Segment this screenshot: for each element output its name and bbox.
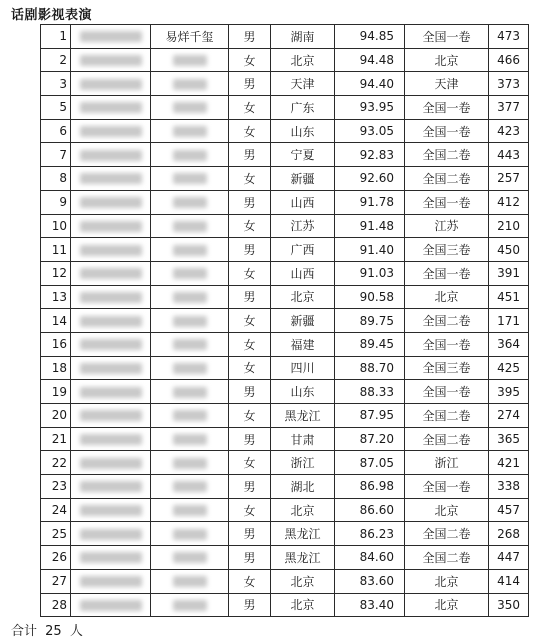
cell-number: 21	[41, 427, 71, 451]
cell-total: 365	[489, 427, 529, 451]
cell-number: 2	[41, 48, 71, 72]
cell-id-redacted	[71, 593, 151, 617]
cell-province: 山东	[271, 380, 335, 404]
redacted-id-block	[80, 197, 142, 208]
cell-total: 210	[489, 214, 529, 238]
cell-gender: 女	[229, 261, 271, 285]
cell-score: 84.60	[335, 546, 405, 570]
redacted-name-block	[173, 55, 207, 66]
cell-number: 8	[41, 167, 71, 191]
cell-number: 3	[41, 72, 71, 96]
table-row	[41, 569, 529, 593]
redacted-name-block	[173, 102, 207, 113]
cell-total: 414	[489, 569, 529, 593]
cell-id-redacted	[71, 261, 151, 285]
cell-number: 5	[41, 96, 71, 120]
cell-gender: 女	[229, 309, 271, 333]
cell-score: 89.45	[335, 332, 405, 356]
cell-id-redacted	[71, 404, 151, 428]
cell-id-redacted	[71, 475, 151, 499]
cell-paper: 全国二卷	[405, 143, 489, 167]
cell-gender: 女	[229, 356, 271, 380]
cell-gender: 男	[229, 380, 271, 404]
cell-province: 宁夏	[271, 143, 335, 167]
redacted-id-block	[80, 410, 142, 421]
cell-name-redacted	[151, 48, 229, 72]
cell-gender: 女	[229, 569, 271, 593]
table-body	[41, 25, 529, 617]
redacted-name-block	[173, 387, 207, 398]
cell-name-redacted	[151, 72, 229, 96]
redacted-name-block	[173, 197, 207, 208]
cell-name-redacted	[151, 119, 229, 143]
cell-gender: 男	[229, 72, 271, 96]
cell-province: 江苏	[271, 214, 335, 238]
redacted-id-block	[80, 458, 142, 469]
cell-province: 福建	[271, 332, 335, 356]
redacted-id-block	[80, 292, 142, 303]
redacted-name-block	[173, 268, 207, 279]
table-row	[41, 427, 529, 451]
cell-number: 20	[41, 404, 71, 428]
cell-paper: 全国一卷	[405, 96, 489, 120]
cell-province: 甘肃	[271, 427, 335, 451]
cell-total: 473	[489, 25, 529, 49]
table-row	[41, 332, 529, 356]
redacted-id-block	[80, 268, 142, 279]
cell-paper: 全国一卷	[405, 119, 489, 143]
redacted-name-block	[173, 458, 207, 469]
redacted-name-block	[173, 126, 207, 137]
cell-id-redacted	[71, 332, 151, 356]
table-row	[41, 498, 529, 522]
cell-paper: 全国一卷	[405, 261, 489, 285]
cell-id-redacted	[71, 356, 151, 380]
cell-gender: 男	[229, 593, 271, 617]
cell-gender: 女	[229, 167, 271, 191]
cell-name-redacted	[151, 546, 229, 570]
cell-name-redacted	[151, 404, 229, 428]
cell-total: 377	[489, 96, 529, 120]
cell-paper: 全国二卷	[405, 546, 489, 570]
table-row	[41, 380, 529, 404]
redacted-id-block	[80, 339, 142, 350]
cell-province: 山西	[271, 261, 335, 285]
cell-gender: 男	[229, 190, 271, 214]
cell-gender: 女	[229, 332, 271, 356]
redacted-name-block	[173, 150, 207, 161]
cell-number: 12	[41, 261, 71, 285]
cell-score: 86.60	[335, 498, 405, 522]
redacted-name-block	[173, 221, 207, 232]
cell-gender: 男	[229, 522, 271, 546]
cell-province: 新疆	[271, 309, 335, 333]
cell-name-redacted	[151, 380, 229, 404]
cell-number: 25	[41, 522, 71, 546]
cell-gender: 男	[229, 475, 271, 499]
cell-score: 91.48	[335, 214, 405, 238]
cell-name-redacted	[151, 214, 229, 238]
cell-gender: 男	[229, 238, 271, 262]
redacted-id-block	[80, 102, 142, 113]
page-title: 话剧影视表演	[11, 8, 93, 23]
cell-number: 22	[41, 451, 71, 475]
cell-score: 91.40	[335, 238, 405, 262]
table-row	[41, 546, 529, 570]
cell-province: 新疆	[271, 167, 335, 191]
cell-number: 24	[41, 498, 71, 522]
redacted-name-block	[173, 339, 207, 350]
cell-id-redacted	[71, 72, 151, 96]
cell-province: 广西	[271, 238, 335, 262]
cell-id-redacted	[71, 285, 151, 309]
table-row	[41, 593, 529, 617]
cell-paper: 江苏	[405, 214, 489, 238]
redacted-id-block	[80, 79, 142, 90]
cell-id-redacted	[71, 498, 151, 522]
redacted-id-block	[80, 552, 142, 563]
cell-score: 86.23	[335, 522, 405, 546]
cell-province: 广东	[271, 96, 335, 120]
redacted-id-block	[80, 576, 142, 587]
cell-paper: 全国一卷	[405, 332, 489, 356]
cell-total: 391	[489, 261, 529, 285]
cell-province: 黑龙江	[271, 522, 335, 546]
cell-name-redacted	[151, 451, 229, 475]
cell-number: 18	[41, 356, 71, 380]
cell-score: 88.33	[335, 380, 405, 404]
cell-total: 425	[489, 356, 529, 380]
cell-province: 黑龙江	[271, 404, 335, 428]
cell-name-redacted	[151, 569, 229, 593]
cell-name-redacted	[151, 190, 229, 214]
cell-name-redacted	[151, 261, 229, 285]
cell-name-redacted	[151, 427, 229, 451]
cell-paper: 全国二卷	[405, 427, 489, 451]
cell-score: 87.20	[335, 427, 405, 451]
cell-number: 14	[41, 309, 71, 333]
footer-unit: 人	[69, 624, 83, 639]
redacted-name-block	[173, 79, 207, 90]
cell-total: 457	[489, 498, 529, 522]
cell-province: 湖北	[271, 475, 335, 499]
redacted-id-block	[80, 173, 142, 184]
cell-paper: 北京	[405, 48, 489, 72]
cell-paper: 全国二卷	[405, 167, 489, 191]
cell-number: 28	[41, 593, 71, 617]
cell-total: 350	[489, 593, 529, 617]
cell-total: 421	[489, 451, 529, 475]
table-row	[41, 96, 529, 120]
table-row	[41, 451, 529, 475]
cell-total: 466	[489, 48, 529, 72]
cell-score: 87.05	[335, 451, 405, 475]
cell-paper: 全国一卷	[405, 190, 489, 214]
cell-gender: 女	[229, 451, 271, 475]
footer-count: 25	[45, 624, 62, 639]
cell-province: 北京	[271, 569, 335, 593]
cell-name-redacted	[151, 285, 229, 309]
cell-paper: 北京	[405, 285, 489, 309]
cell-paper: 全国三卷	[405, 356, 489, 380]
redacted-name-block	[173, 173, 207, 184]
cell-paper: 全国三卷	[405, 238, 489, 262]
cell-name-redacted	[151, 167, 229, 191]
table-row	[41, 309, 529, 333]
cell-score: 93.95	[335, 96, 405, 120]
redacted-id-block	[80, 245, 142, 256]
cell-name-redacted	[151, 498, 229, 522]
cell-total: 443	[489, 143, 529, 167]
cell-province: 北京	[271, 498, 335, 522]
cell-total: 274	[489, 404, 529, 428]
cell-score: 88.70	[335, 356, 405, 380]
cell-score: 87.95	[335, 404, 405, 428]
cell-total: 423	[489, 119, 529, 143]
cell-name-redacted	[151, 309, 229, 333]
cell-score: 91.78	[335, 190, 405, 214]
table-row	[41, 190, 529, 214]
cell-id-redacted	[71, 119, 151, 143]
cell-number: 6	[41, 119, 71, 143]
table-row	[41, 285, 529, 309]
redacted-id-block	[80, 505, 142, 516]
cell-id-redacted	[71, 214, 151, 238]
cell-name-redacted	[151, 332, 229, 356]
cell-gender: 男	[229, 143, 271, 167]
cell-total: 268	[489, 522, 529, 546]
cell-id-redacted	[71, 167, 151, 191]
cell-total: 450	[489, 238, 529, 262]
redacted-name-block	[173, 505, 207, 516]
cell-name-redacted	[151, 96, 229, 120]
redacted-id-block	[80, 31, 142, 42]
cell-number: 23	[41, 475, 71, 499]
cell-province: 湖南	[271, 25, 335, 49]
redacted-name-block	[173, 600, 207, 611]
footer-label: 合计	[11, 624, 38, 639]
cell-paper: 北京	[405, 593, 489, 617]
cell-id-redacted	[71, 25, 151, 49]
redacted-id-block	[80, 600, 142, 611]
cell-number: 1	[41, 25, 71, 49]
footer-summary	[11, 620, 87, 639]
redacted-name-block	[173, 410, 207, 421]
cell-total: 395	[489, 380, 529, 404]
cell-gender: 女	[229, 119, 271, 143]
cell-id-redacted	[71, 190, 151, 214]
cell-province: 北京	[271, 48, 335, 72]
cell-gender: 男	[229, 25, 271, 49]
redacted-name-block	[173, 481, 207, 492]
cell-id-redacted	[71, 48, 151, 72]
cell-total: 257	[489, 167, 529, 191]
cell-score: 83.40	[335, 593, 405, 617]
cell-province: 北京	[271, 593, 335, 617]
table-row	[41, 356, 529, 380]
cell-paper: 全国一卷	[405, 475, 489, 499]
redacted-name-block	[173, 292, 207, 303]
table-row	[41, 475, 529, 499]
redacted-id-block	[80, 363, 142, 374]
cell-gender: 女	[229, 48, 271, 72]
redacted-id-block	[80, 150, 142, 161]
cell-score: 92.83	[335, 143, 405, 167]
cell-score: 90.58	[335, 285, 405, 309]
redacted-name-block	[173, 434, 207, 445]
redacted-id-block	[80, 434, 142, 445]
table-row	[41, 167, 529, 191]
cell-score: 94.48	[335, 48, 405, 72]
cell-score: 91.03	[335, 261, 405, 285]
cell-gender: 男	[229, 427, 271, 451]
cell-name-redacted	[151, 593, 229, 617]
redacted-name-block	[173, 552, 207, 563]
cell-score: 93.05	[335, 119, 405, 143]
cell-number: 13	[41, 285, 71, 309]
cell-number: 11	[41, 238, 71, 262]
cell-id-redacted	[71, 143, 151, 167]
cell-name-redacted	[151, 356, 229, 380]
cell-paper: 北京	[405, 569, 489, 593]
cell-total: 447	[489, 546, 529, 570]
cell-id-redacted	[71, 569, 151, 593]
cell-gender: 女	[229, 404, 271, 428]
table-row	[41, 72, 529, 96]
cell-name-redacted	[151, 143, 229, 167]
cell-gender: 女	[229, 214, 271, 238]
table-row	[41, 143, 529, 167]
table-row	[41, 404, 529, 428]
cell-name-redacted	[151, 238, 229, 262]
cell-paper: 全国二卷	[405, 309, 489, 333]
cell-score: 94.40	[335, 72, 405, 96]
cell-paper: 浙江	[405, 451, 489, 475]
cell-province: 山东	[271, 119, 335, 143]
cell-total: 338	[489, 475, 529, 499]
table-row	[41, 522, 529, 546]
redacted-name-block	[173, 316, 207, 327]
redacted-name-block	[173, 363, 207, 374]
cell-total: 451	[489, 285, 529, 309]
cell-score: 94.85	[335, 25, 405, 49]
cell-number: 26	[41, 546, 71, 570]
redacted-id-block	[80, 221, 142, 232]
cell-total: 171	[489, 309, 529, 333]
cell-id-redacted	[71, 380, 151, 404]
cell-name-redacted	[151, 522, 229, 546]
cell-paper: 全国二卷	[405, 522, 489, 546]
cell-id-redacted	[71, 96, 151, 120]
cell-province: 山西	[271, 190, 335, 214]
redacted-name-block	[173, 245, 207, 256]
cell-score: 86.98	[335, 475, 405, 499]
table-row	[41, 25, 529, 49]
table-row	[41, 214, 529, 238]
cell-gender: 男	[229, 546, 271, 570]
cell-province: 四川	[271, 356, 335, 380]
redacted-id-block	[80, 529, 142, 540]
redacted-name-block	[173, 576, 207, 587]
cell-id-redacted	[71, 522, 151, 546]
cell-score: 89.75	[335, 309, 405, 333]
table-row	[41, 48, 529, 72]
cell-number: 16	[41, 332, 71, 356]
cell-id-redacted	[71, 546, 151, 570]
redacted-name-block	[173, 529, 207, 540]
cell-number: 9	[41, 190, 71, 214]
cell-id-redacted	[71, 427, 151, 451]
cell-name-redacted	[151, 475, 229, 499]
cell-total: 412	[489, 190, 529, 214]
cell-gender: 男	[229, 285, 271, 309]
cell-paper: 全国一卷	[405, 380, 489, 404]
cell-paper: 北京	[405, 498, 489, 522]
table-row	[41, 238, 529, 262]
redacted-id-block	[80, 316, 142, 327]
cell-id-redacted	[71, 238, 151, 262]
cell-province: 黑龙江	[271, 546, 335, 570]
cell-province: 天津	[271, 72, 335, 96]
cell-total: 373	[489, 72, 529, 96]
cell-paper: 全国一卷	[405, 25, 489, 49]
cell-gender: 女	[229, 498, 271, 522]
redacted-id-block	[80, 481, 142, 492]
cell-number: 7	[41, 143, 71, 167]
redacted-id-block	[80, 55, 142, 66]
cell-score: 83.60	[335, 569, 405, 593]
cell-number: 27	[41, 569, 71, 593]
cell-id-redacted	[71, 451, 151, 475]
table-row	[41, 261, 529, 285]
cell-province: 北京	[271, 285, 335, 309]
cell-score: 92.60	[335, 167, 405, 191]
redacted-id-block	[80, 126, 142, 137]
redacted-id-block	[80, 387, 142, 398]
cell-number: 10	[41, 214, 71, 238]
cell-total: 364	[489, 332, 529, 356]
cell-province: 浙江	[271, 451, 335, 475]
cell-paper: 全国二卷	[405, 404, 489, 428]
cell-paper: 天津	[405, 72, 489, 96]
cell-number: 19	[41, 380, 71, 404]
cell-name: 易烊千玺	[151, 25, 229, 49]
cell-id-redacted	[71, 309, 151, 333]
cell-gender: 女	[229, 96, 271, 120]
results-table	[40, 24, 529, 617]
table-row	[41, 119, 529, 143]
